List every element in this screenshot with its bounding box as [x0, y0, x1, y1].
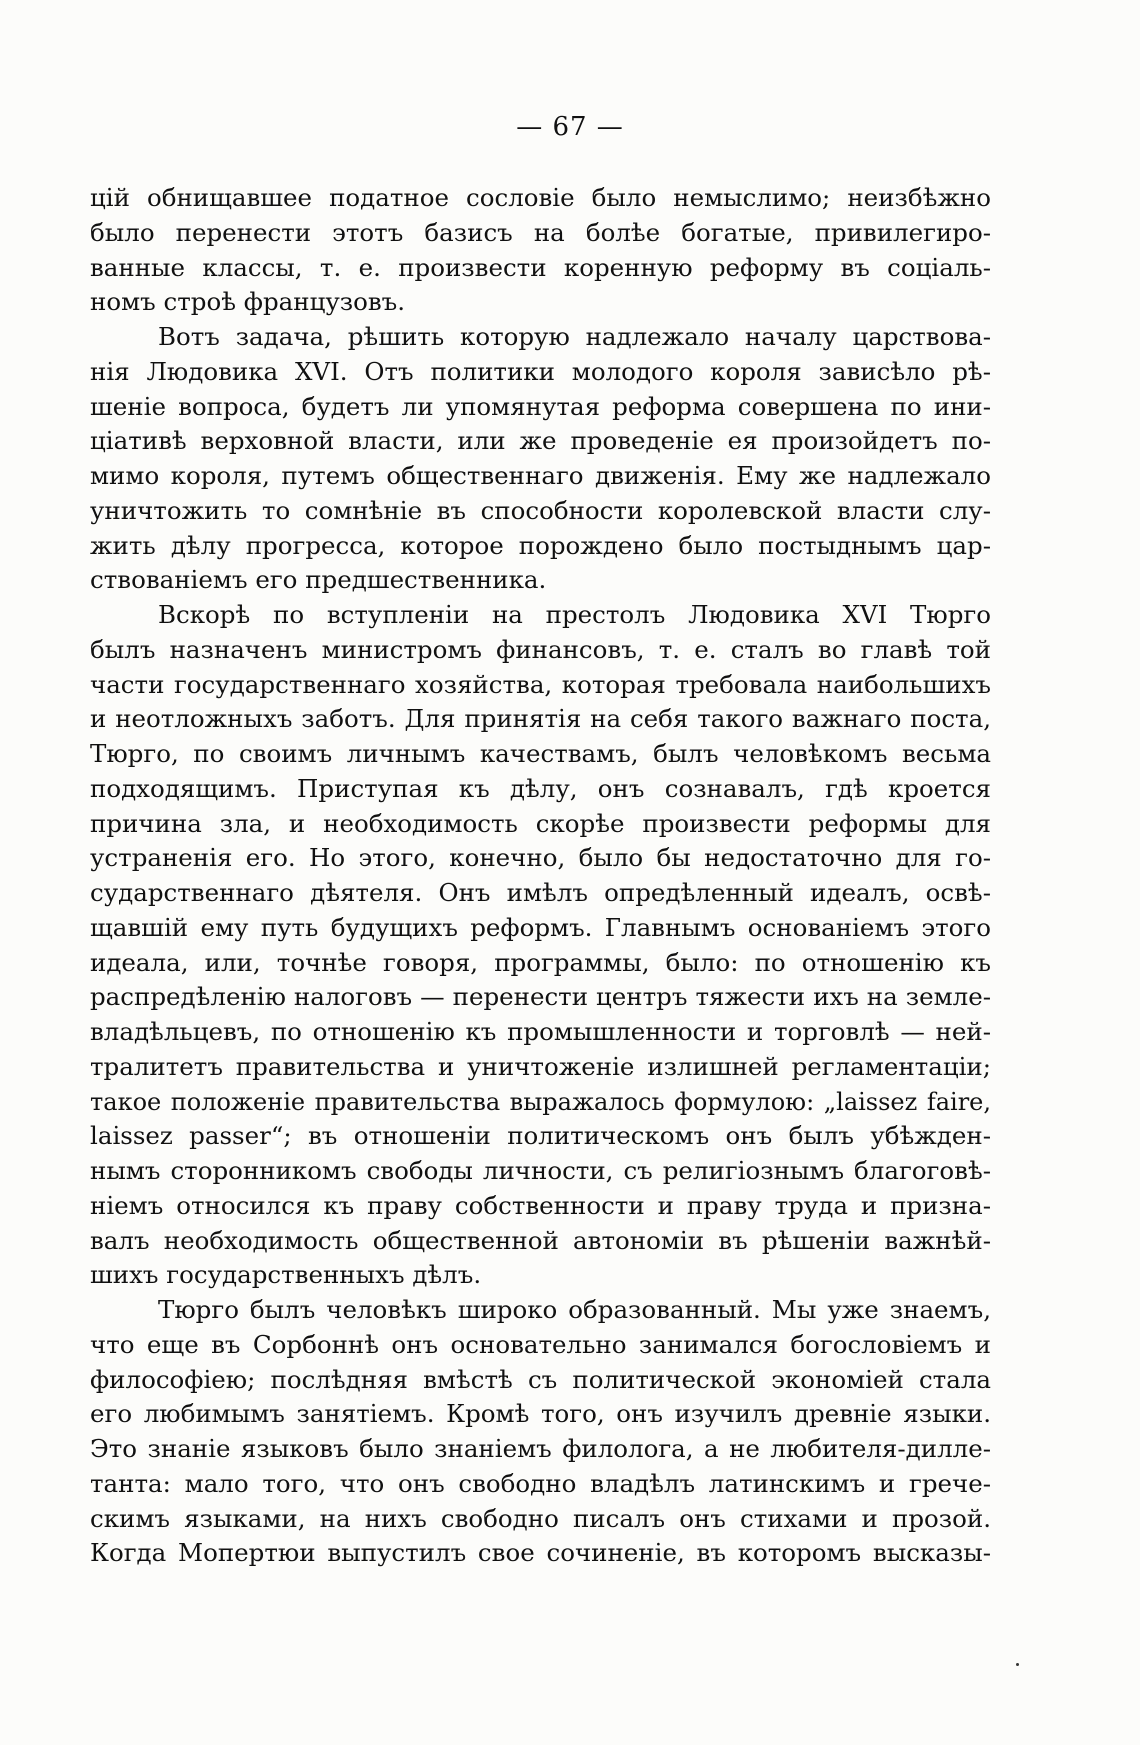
- text-line: философіею; послѣдняя вмѣстѣ съ политической экономіей стала: [90, 1364, 991, 1394]
- text-line: шеніе вопроса, будетъ ли упомянутая реформа совершена по ини-: [90, 391, 991, 421]
- text-line: нымъ сторонникомъ свободы личности, съ религіознымъ благоговѣ-: [90, 1156, 991, 1185]
- paragraph-4: [90, 1293, 991, 1571]
- text-line: Это знаніе языковъ было знаніемъ филолога, а не любителя-дилле-: [90, 1434, 991, 1463]
- text-line: тралитетъ правительства и уничтоженіе излишней регламентаціи;: [90, 1051, 991, 1081]
- text-line: подходящимъ. Приступая къ дѣлу, онъ сознавалъ, гдѣ кроется: [90, 773, 991, 803]
- paragraph-1: [90, 181, 991, 320]
- text-line: владѣльцевъ, по отношенію къ промышленности и торговлѣ — ней-: [90, 1017, 991, 1046]
- text-line: что еще въ Сорбоннѣ онъ основательно занимался богословіемъ и: [90, 1329, 991, 1359]
- text-line: танта: мало того, что онъ свободно владѣлъ латинскимъ и грече-: [90, 1468, 991, 1498]
- page-number: — 67 —: [516, 112, 624, 142]
- text-line: мимо короля, путемъ общественнаго движенія. Ему же надлежало: [90, 461, 991, 490]
- text-line: ствованіемъ его предшественника.: [90, 565, 547, 595]
- text-line: номъ строѣ французовъ.: [90, 287, 406, 317]
- text-line: причина зла, и необходимость скорѣе произвести реформы для: [90, 808, 991, 838]
- text-line: ціативѣ верховной власти, или же проведеніе ея произойдетъ по-: [90, 426, 991, 456]
- text-line: laissez passer“; въ отношеніи политическомъ онъ былъ убѣжден-: [90, 1121, 991, 1151]
- body-text: [90, 181, 991, 1571]
- text-line: сударственнаго дѣятеля. Онъ имѣлъ опредѣленный идеалъ, освѣ-: [90, 878, 991, 907]
- paragraph-3: [90, 598, 991, 1293]
- text-line: Тюрго былъ человѣкъ широко образованный. Мы уже знаемъ,: [158, 1295, 991, 1324]
- text-line: части государственнаго хозяйства, которая требовала наибольшихъ: [90, 669, 991, 699]
- text-line: валъ необходимость общественной автономіи въ рѣшеніи важнѣй-: [90, 1225, 991, 1255]
- text-line: щавшій ему путь будущихъ реформъ. Главнымъ основаніемъ этого: [90, 912, 991, 942]
- text-line: его любимымъ занятіемъ. Кромѣ того, онъ изучилъ древніе языки.: [90, 1399, 991, 1429]
- text-line: ніемъ относился къ праву собственности и праву труда и призна-: [90, 1190, 991, 1220]
- text-line: нія Людовика XVI. Отъ политики молодого короля зависѣло рѣ-: [90, 356, 991, 386]
- text-line: и неотложныхъ заботъ. Для принятія на себя такого важнаго поста,: [90, 704, 991, 734]
- text-line: скимъ языками, на нихъ свободно писалъ онъ стихами и прозой.: [90, 1503, 991, 1533]
- paragraph-2: [90, 320, 991, 598]
- text-line: идеала, или, точнѣе говоря, программы, было: по отношенію къ: [90, 947, 991, 977]
- text-line: ванные классы, т. е. произвести коренную реформу въ соціаль-: [90, 252, 991, 282]
- text-line: жить дѣлу прогресса, которое порождено было постыднымъ цар-: [90, 530, 991, 560]
- text-line: Когда Мопертюи выпустилъ свое сочиненіе, въ которомъ высказы-: [90, 1538, 991, 1568]
- text-line: цій обнищавшее податное сословіе было немыслимо; неизбѣжно: [90, 183, 991, 212]
- text-line: такое положеніе правительства выражалось формулою: „laissez faire,: [90, 1087, 991, 1116]
- text-line: былъ назначенъ министромъ финансовъ, т. е. сталъ во главѣ той: [90, 634, 991, 664]
- text-line: распредѣленію налоговъ — перенести центръ тяжести ихъ на земле-: [90, 982, 991, 1012]
- text-line: Тюрго, по своимъ личнымъ качествамъ, былъ человѣкомъ весьма: [90, 739, 991, 768]
- text-line: устраненія его. Но этого, конечно, было бы недостаточно для го-: [90, 843, 991, 873]
- text-line: Вскорѣ по вступленіи на престолъ Людовика XVI Тюрго: [158, 600, 991, 629]
- text-line: было перенести этотъ базисъ на болѣе богатые, привилегиро-: [90, 217, 991, 247]
- text-line: уничтожить то сомнѣніе въ способности королевской власти слу-: [90, 495, 991, 525]
- print-speck: [1016, 1663, 1019, 1666]
- text-line: шихъ государственныхъ дѣлъ.: [90, 1260, 482, 1290]
- text-line: Вотъ задача, рѣшить которую надлежало началу царствова-: [158, 322, 991, 351]
